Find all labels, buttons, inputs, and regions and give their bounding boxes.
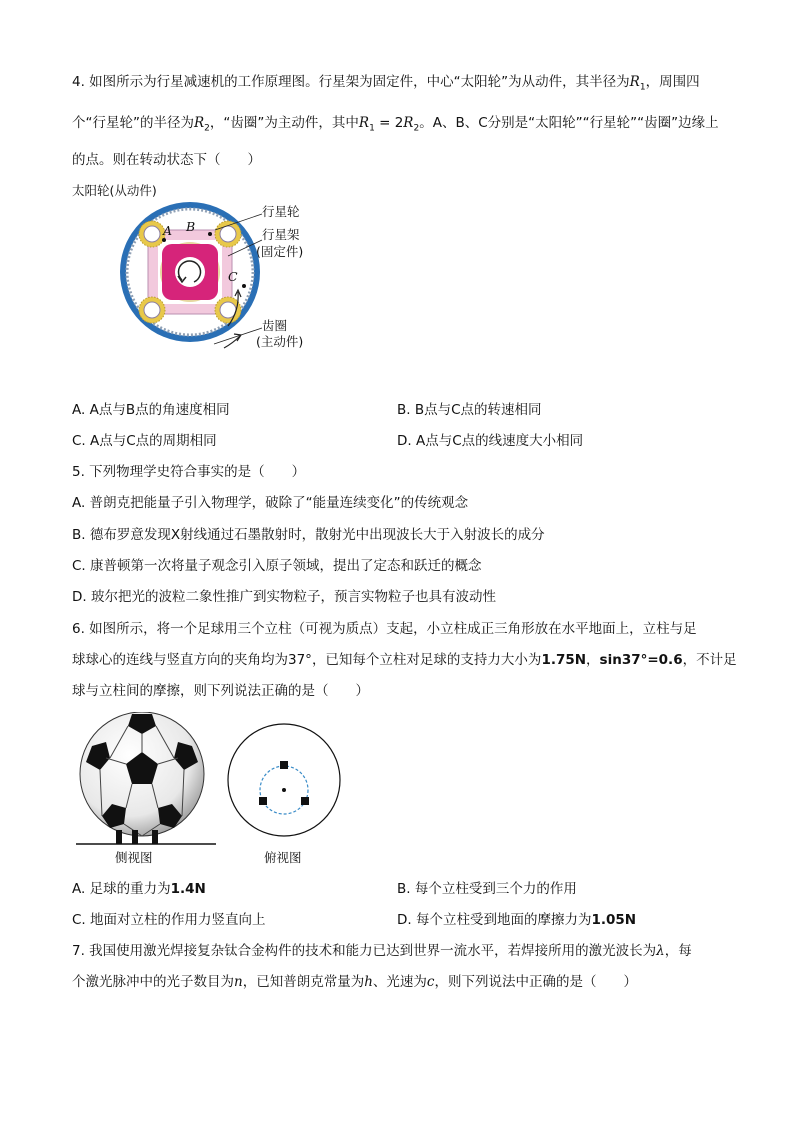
carrier-label: 行星架 bbox=[262, 227, 300, 242]
q4-option-d: D. A点与C点的线速度大小相同 bbox=[397, 433, 584, 449]
post-3 bbox=[152, 830, 158, 844]
q7-stem-line1: 7. 我国使用激光焊接复杂钛合金构件的技术和能力已达到世界一流水平，若焊接所用的激光波长为λ，每 bbox=[72, 943, 692, 959]
planet-gear-label: 行星轮 bbox=[262, 204, 300, 219]
post-2 bbox=[132, 830, 138, 844]
q5-option-b: B. 德布罗意发现X射线通过石墨散射时，散射光中出现波长大于入射波长的成分 bbox=[72, 527, 545, 543]
q7-stem-line2: 个激光脉冲中的光子数目为n，已知普朗克常量为h、光速为c，则下列说法中正确的是（ ） bbox=[72, 974, 637, 990]
q6-option-d: D. 每个立柱受到地面的摩擦力为1.05N bbox=[397, 912, 637, 928]
side-view-label: 侧视图 bbox=[115, 850, 153, 865]
top-view-label: 俯视图 bbox=[264, 850, 302, 865]
q5-option-a: A. 普朗克把能量子引入物理学，破除了“能量连续变化”的传统观念 bbox=[72, 495, 469, 511]
q4-option-a: A. A点与B点的角速度相同 bbox=[72, 402, 230, 418]
q6-stem-line1: 6. 如图所示，将一个足球用三个立柱（可视为质点）支起，小立柱成正三角形放在水平地面上，立柱与足 bbox=[72, 621, 697, 637]
q5-option-c: C. 康普顿第一次将量子观念引入原子领域，提出了定态和跃迁的概念 bbox=[72, 558, 482, 574]
q4-option-c: C. A点与C点的周期相同 bbox=[72, 433, 217, 449]
q4-stem-line1: 4. 如图所示为行星减速机的工作原理图。行星架为固定件，中心“太阳轮”为从动件，其半径为$R_1$，周围四 bbox=[72, 74, 700, 93]
soccer-ball-top-view bbox=[226, 720, 342, 844]
q5-option-d: D. 玻尔把光的波粒二象性推广到实物粒子，预言实物粒子也具有波动性 bbox=[72, 589, 496, 605]
point-c-label: C bbox=[228, 269, 238, 284]
q5-stem: 5. 下列物理学史符合事实的是（ ） bbox=[72, 464, 306, 480]
ring-gear-label: 齿圈 bbox=[262, 318, 288, 333]
q4-stem-line2: 个“行星轮”的半径为$R_2$，“齿圈”为主动件，其中$R_1 = 2R_2$。A、B、C分别是“太阳轮”“行星轮”“齿圈”边缘上 bbox=[72, 115, 719, 134]
q6-option-b: B. 每个立柱受到三个力的作用 bbox=[397, 881, 577, 897]
ring-gear-sub-label: (主动件) bbox=[256, 334, 304, 349]
top-post-3 bbox=[301, 797, 309, 805]
point-a-label: A bbox=[163, 223, 173, 238]
center-dot bbox=[282, 788, 286, 792]
q6-stem-line2: 球球心的连线与竖直方向的夹角均为37°，已知每个立柱对足球的支持力大小为1.75N，sin37°=0.6，不计足 bbox=[72, 652, 737, 668]
point-b-label: B bbox=[186, 219, 196, 234]
soccer-ball-side-view bbox=[72, 712, 220, 848]
point-c bbox=[242, 284, 246, 288]
q4-stem-line3: 的点。则在转动状态下（ ） bbox=[72, 152, 261, 168]
post-1 bbox=[116, 830, 122, 844]
carrier-sub-label: (固定件) bbox=[256, 244, 304, 259]
top-post-2 bbox=[259, 797, 267, 805]
q6-stem-line3: 球与立柱间的摩擦，则下列说法正确的是（ ） bbox=[72, 683, 369, 699]
q4-option-b: B. B点与C点的转速相同 bbox=[397, 402, 542, 418]
sun-gear-label: 太阳轮(从动件) bbox=[72, 183, 157, 198]
point-b bbox=[208, 232, 212, 236]
top-post-1 bbox=[280, 761, 288, 769]
q6-option-c: C. 地面对立柱的作用力竖直向上 bbox=[72, 912, 266, 928]
q6-option-a: A. 足球的重力为1.4N bbox=[72, 881, 206, 897]
